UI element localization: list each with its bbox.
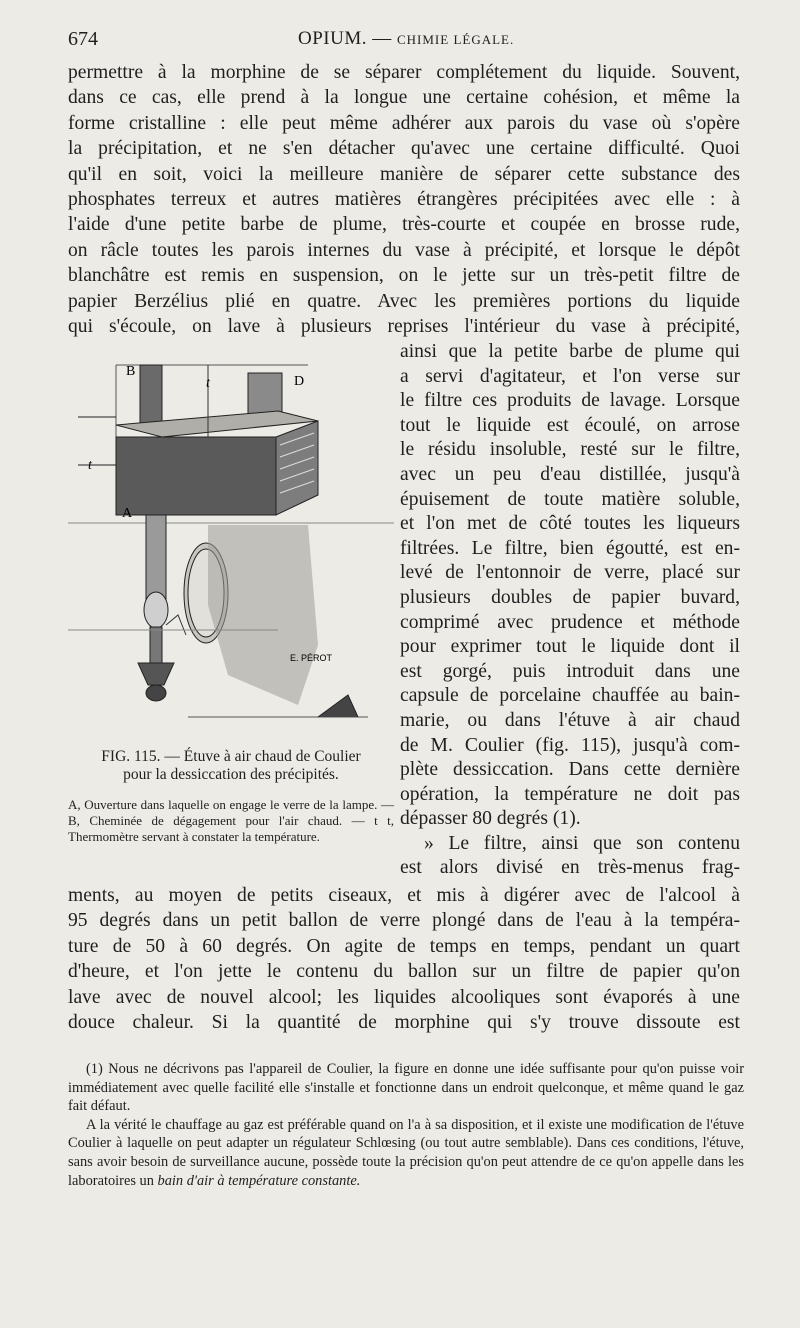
text-line: a servi d'agitateur, et l'on verse sur (400, 365, 740, 387)
text-line: opération, la température ne doit pas (400, 783, 740, 805)
text-line: avec un peu d'eau distillée, jusqu'à (400, 463, 740, 485)
footnote-text: A la vérité le chauffage au gaz est préférable quand on l'a à sa disposition, et il existe une modification de l'étuve Coulier à laquelle on peut adapter un régulateur Schlœsing (ou tout autre semblable). Dans ces conditions, l'étuve, sans avoir besoin de surveillance aucune, possède toute la précision qu'on peut attendre de ce qu'on appelle dans les laboratoires un (68, 1116, 744, 1189)
text-line: l'aide d'une petite barbe de plume, très-courte et coupée en brosse rude, (68, 214, 740, 236)
label-B: B (126, 364, 136, 379)
text-line: le filtre ces produits de lavage. Lorsque (400, 390, 740, 412)
page-number: 674 (68, 28, 98, 50)
text-line: est gorgé, puis introduit dans une (400, 660, 740, 682)
caption-line: pour la dessiccation des précipités. (123, 766, 339, 783)
text-line: ainsi que la petite barbe de plume qui (400, 341, 740, 362)
text-line: marie, ou dans l'étuve à air chaud (400, 709, 740, 731)
text-line: ments, au moyen de petits ciseaux, et mis à digérer avec de l'alcool à (68, 885, 740, 906)
text-line: et l'on met de côté toutes les liqueurs (400, 513, 740, 535)
text-line: qu'il en soit, voici la meilleure manière de séparer cette substance des (68, 163, 740, 185)
label-t-side: t (88, 458, 92, 473)
text-line: est alors divisé en très-menus frag- (400, 857, 740, 879)
figure-legend: A, Ouverture dans laquelle on engage le verre de la lampe. — B, Cheminée de dégagement pour l'air chaud. — t t, Thermomètre servant à constater la température. (68, 797, 394, 844)
footnote-1: (1) Nous ne décrivons pas l'appareil de Coulier, la figure en donne une idée suffisante pour qu'on puisse voir immédiatement avec quelle facilité elle s'installe et fonctionne dans un endroit quelconque, et même quand le gaz fait défaut. (68, 1061, 744, 1115)
text-line: pour exprimer tout le liquide dont il (400, 636, 740, 658)
text-line: on râcle toutes les parois internes du vase à précipité, et lorsque le dépôt (68, 239, 740, 261)
body-paragraph-bottom (68, 883, 740, 1035)
caption-line: FIG. 115. — Étuve à air chaud de Coulier (101, 748, 361, 765)
text-line: » Le filtre, ainsi que son contenu (424, 832, 740, 854)
label-A: A (122, 506, 133, 521)
footnote-1-continued (68, 1116, 744, 1190)
text-line: épuisement de toute matière soluble, (400, 488, 740, 510)
text-line: dépasser 80 degrés (1). (400, 808, 581, 830)
label-D: D (294, 374, 305, 389)
text-line: phosphates terreux et autres matières étrangères précipitées avec elle : à (68, 189, 740, 211)
text-line: permettre à la morphine de se séparer complétement du liquide. Souvent, (68, 62, 740, 83)
text-line: dans ce cas, elle prend à la longue une certaine cohésion, et même la (68, 87, 740, 109)
text-line: plusieurs doubles de papier buvard, (400, 586, 740, 608)
text-line: papier Berzélius plié en quatre. Avec les premières portions du liquide (68, 290, 740, 312)
figure-caption (68, 748, 394, 784)
running-head (298, 28, 514, 50)
text-line: d'heure, et l'on jette le contenu du ballon sur un filtre de papier qu'on (68, 961, 740, 983)
text-line: douce chaleur. Si la quantité de morphine qui s'y trouve dissoute est (68, 1012, 740, 1034)
running-title: OPIUM. — (298, 28, 392, 49)
text-line: la précipitation, et ne s'en détacher qu'avec une certaine difficulté. Quoi (68, 138, 740, 160)
etuve-illustration (68, 345, 394, 745)
figure-etuve-coulier (68, 345, 394, 745)
text-line: le résidu insoluble, resté sur le filtre, (400, 439, 740, 461)
text-line: de M. Coulier (fig. 115), jusqu'à com- (400, 734, 740, 756)
body-paragraph-right (400, 340, 740, 881)
engraver-signature: E. PÉROT (290, 653, 333, 663)
text-line: filtrées. Le filtre, bien égoutté, est en- (400, 537, 740, 559)
footnotes (68, 1060, 744, 1190)
running-subtitle: CHIMIE LÉGALE. (396, 32, 515, 47)
text-line: blanchâtre est remis en suspension, on le jette sur un très-petit filtre de (68, 265, 740, 287)
text-line: tout le liquide est écoulé, on arrose (400, 414, 740, 436)
text-line: qui s'écoule, on lave à plusieurs reprises l'intérieur du vase à précipité, (68, 316, 740, 338)
text-line: 95 degrés dans un petit ballon de verre plongé dans de l'eau à la tempéra- (68, 910, 740, 932)
text-line: lave avec de nouvel alcool; les liquides alcooliques sont évaporés à une (68, 986, 740, 1008)
page-header (68, 24, 740, 54)
label-t-top: t (206, 376, 210, 391)
text-line: ture de 50 à 60 degrés. On agite de temps en temps, pendant un quart (68, 935, 740, 957)
text-line: comprimé avec prudence et méthode (400, 611, 740, 633)
text-line: forme cristalline : elle peut même adhérer aux parois du vase où s'opère (68, 112, 740, 134)
text-line: capsule de porcelaine chauffée au bain- (400, 685, 740, 707)
footnote-italic: bain d'air à température constante. (157, 1172, 361, 1189)
body-paragraph-top (68, 60, 740, 339)
text-line: levé de l'entonnoir de verre, placé sur (400, 562, 740, 584)
text-line: plète dessiccation. Dans cette dernière (400, 759, 740, 781)
